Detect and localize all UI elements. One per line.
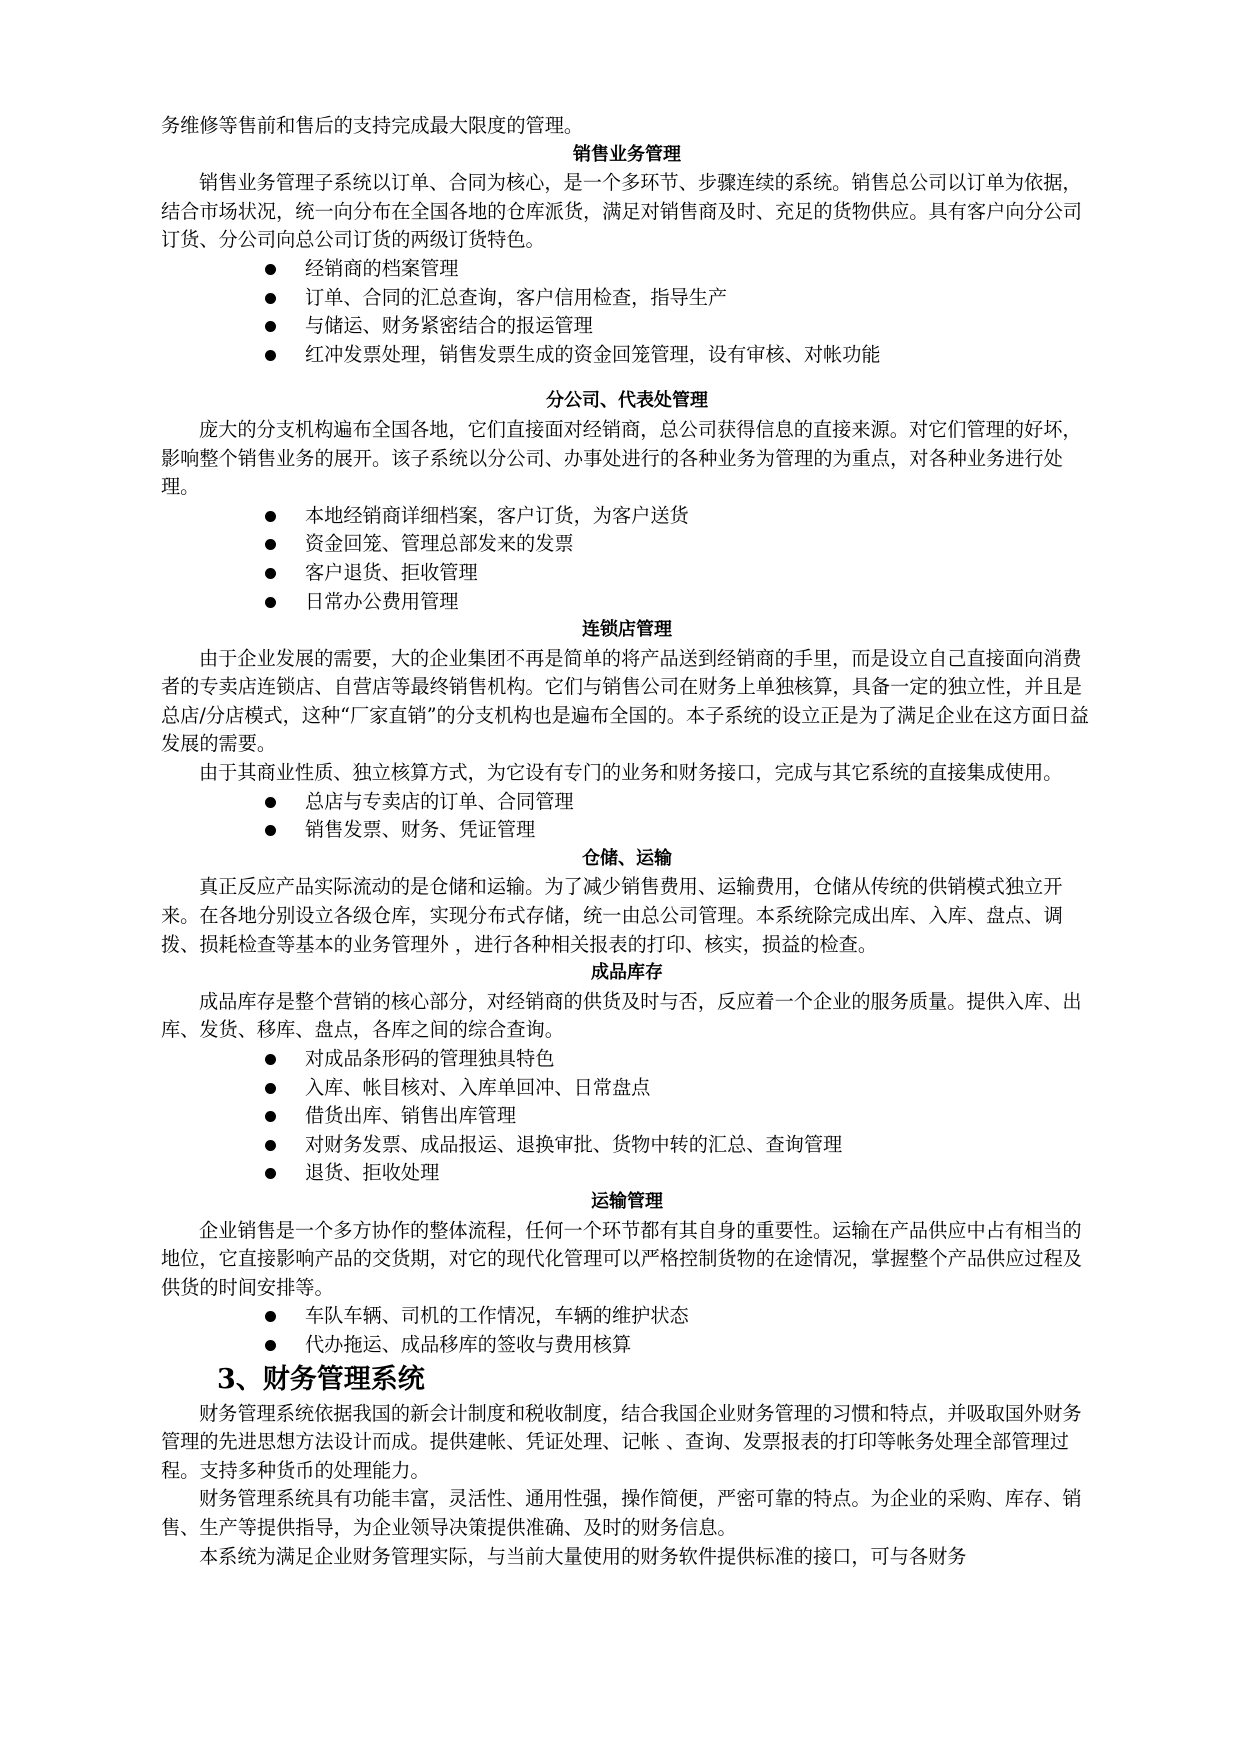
list-item (161, 816, 1093, 845)
bullet-icon (265, 1140, 276, 1151)
list-item-text: 日常办公费用管理 (305, 589, 459, 613)
bullet-icon (265, 1054, 276, 1065)
bullet-icon (265, 264, 276, 275)
bullet-icon (265, 350, 276, 361)
branch-bullet-list (161, 502, 1093, 616)
bullet-icon (265, 1168, 276, 1179)
list-item-text: 代办拖运、成品移库的签收与费用核算 (305, 1332, 632, 1356)
bullet-icon (265, 539, 276, 550)
bullet-icon (265, 321, 276, 332)
list-item (161, 1131, 1093, 1160)
chain-bullet-list (161, 788, 1093, 845)
list-item-text: 退货、拒收处理 (305, 1161, 440, 1185)
branch-paragraph: 庞大的分支机构遍布全国各地，它们直接面对经销商，总公司获得信息的直接来源。对它们管理的好坏，影响整个销售业务的展开。该子系统以分公司、办事处进行的各种业务为管理的为重点，对各种业务进行处理。 (161, 417, 1082, 499)
list-item-text: 经销商的档案管理 (305, 256, 459, 280)
bullet-icon (265, 597, 276, 608)
chapter-title: 3、财务管理系统 (217, 1363, 425, 1395)
bullet-icon (265, 825, 276, 836)
blank-line (161, 369, 1093, 387)
bullet-icon (265, 1311, 276, 1322)
list-item (161, 312, 1093, 341)
list-item-text: 对成品条形码的管理独具特色 (305, 1047, 555, 1070)
chain-paragraph-2: 由于其商业性质、独立核算方式，为它设有专门的业务和财务接口，完成与其它系统的直接集成使用。 (199, 761, 1063, 785)
transport-bullet-list (161, 1302, 1093, 1359)
list-item-text: 入库、帐目核对、入库单回冲、日常盘点 (305, 1075, 651, 1099)
list-item (161, 1302, 1093, 1331)
inventory-paragraph: 成品库存是整个营销的核心部分，对经销商的供货及时与否，反应着一个企业的服务质量。提供入库、出库、发货、移库、盘点，各库之间的综合查询。 (161, 989, 1082, 1042)
list-item-text: 客户退货、拒收管理 (305, 560, 478, 584)
bullet-icon (265, 797, 276, 808)
list-item (161, 530, 1093, 559)
sales-bullet-list (161, 255, 1093, 369)
list-item-text: 与储运、财务紧密结合的报运管理 (305, 314, 593, 338)
list-item (161, 284, 1093, 313)
list-item-text: 车队车辆、司机的工作情况，车辆的维护状态 (305, 1304, 689, 1328)
list-item (161, 502, 1093, 531)
bullet-icon (265, 568, 276, 579)
list-item (161, 1074, 1093, 1103)
transport-paragraph: 企业销售是一个多方协作的整体流程，任何一个环节都有其自身的重要性。运输在产品供应中占有相当的地位，它直接影响产品的交货期，对它的现代化管理可以严格控制货物的在途情况，掌握整个产品供应过程及供货的时间安排等。 (161, 1218, 1082, 1299)
bullet-icon (265, 511, 276, 522)
section-title-sales: 销售业务管理 (573, 143, 681, 165)
list-item-text: 红冲发票处理，销售发票生成的资金回笼管理，设有审核、对帐功能 (305, 342, 881, 366)
section-title-storage: 仓储、运输 (582, 847, 672, 869)
list-item (161, 588, 1093, 617)
document-body (161, 112, 1093, 1571)
section-title-inventory: 成品库存 (591, 962, 663, 984)
list-item (161, 1045, 1093, 1074)
list-item (161, 1331, 1093, 1360)
bullet-icon (265, 293, 276, 304)
inventory-bullet-list (161, 1045, 1093, 1188)
bullet-icon (265, 1083, 276, 1094)
finance-paragraph-2: 财务管理系统具有功能丰富，灵活性、通用性强，操作简便，严密可靠的特点。为企业的采购、库存、销售、生产等提供指导，为企业领导决策提供准确、及时的财务信息。 (161, 1487, 1082, 1539)
list-item-text: 总店与专卖店的订单、合同管理 (305, 789, 574, 813)
list-item (161, 788, 1093, 817)
bullet-icon (265, 1340, 276, 1351)
list-item (161, 341, 1093, 370)
sales-paragraph: 销售业务管理子系统以订单、合同为核心，是一个多环节、步骤连续的系统。销售总公司以订单为依据，结合市场状况，统一向分布在全国各地的仓库派货，满足对销售商及时、充足的货物供应。具有客户向分公司订货、分公司向总公司订货的两级订货特色。 (161, 171, 1082, 252)
list-item (161, 559, 1093, 588)
section-title-branch: 分公司、代表处管理 (546, 390, 708, 412)
list-item-text: 本地经销商详细档案，客户订货，为客户送货 (305, 503, 689, 527)
list-item-text: 销售发票、财务、凭证管理 (305, 818, 536, 842)
finance-paragraph-3: 本系统为满足企业财务管理实际，与当前大量使用的财务软件提供标准的接口，可与各财务 (199, 1544, 967, 1568)
section-title-chain: 连锁店管理 (582, 619, 672, 641)
list-item (161, 1159, 1093, 1188)
storage-paragraph: 真正反应产品实际流动的是仓储和运输。为了减少销售费用、运输费用，仓储从传统的供销模式独立开来。在各地分别设立各级仓库，实现分布式存储，统一由总公司管理。本系统除完成出库、入库、盘点、调拨、损耗检查等基本的业务管理外 ，进行各种相关报表的打印、核实，损益的检查。 (161, 875, 1063, 956)
list-item-text: 借货出库、销售出库管理 (305, 1104, 517, 1128)
bullet-icon (265, 1111, 276, 1122)
list-item-text: 资金回笼、管理总部发来的发票 (305, 532, 574, 556)
list-item (161, 1102, 1093, 1131)
list-item (161, 255, 1093, 284)
intro-paragraph-tail: 务维修等售前和售后的支持完成最大限度的管理。 (161, 114, 584, 137)
finance-paragraph-1: 财务管理系统依据我国的新会计制度和税收制度，结合我国企业财务管理的习惯和特点，并吸取国外财务管理的先进思想方法设计而成。提供建帐、凭证处理、记帐 、查询、发票报表的打印等帐务处理全部管理过程。支持多种货币的处理能力。 (161, 1401, 1082, 1482)
chain-paragraph-1: 由于企业发展的需要，大的企业集团不再是简单的将产品送到经销商的手里，而是设立自己直接面向消费者的专卖店连锁店、自营店等最终销售机构。它们与销售公司在财务上单独核算，具备一定的独立性，并且是总店/分店模式，这种“厂家直销”的分支机构也是遍布全国的。本子系统的设立正是为了满足企业在这方面日益发展的需要。 (161, 646, 1089, 756)
list-item-text: 订单、合同的汇总查询，客户信用检查，指导生产 (305, 285, 728, 309)
section-title-transport: 运输管理 (591, 1190, 663, 1212)
list-item-text: 对财务发票、成品报运、退换审批、货物中转的汇总、查询管理 (305, 1132, 843, 1156)
